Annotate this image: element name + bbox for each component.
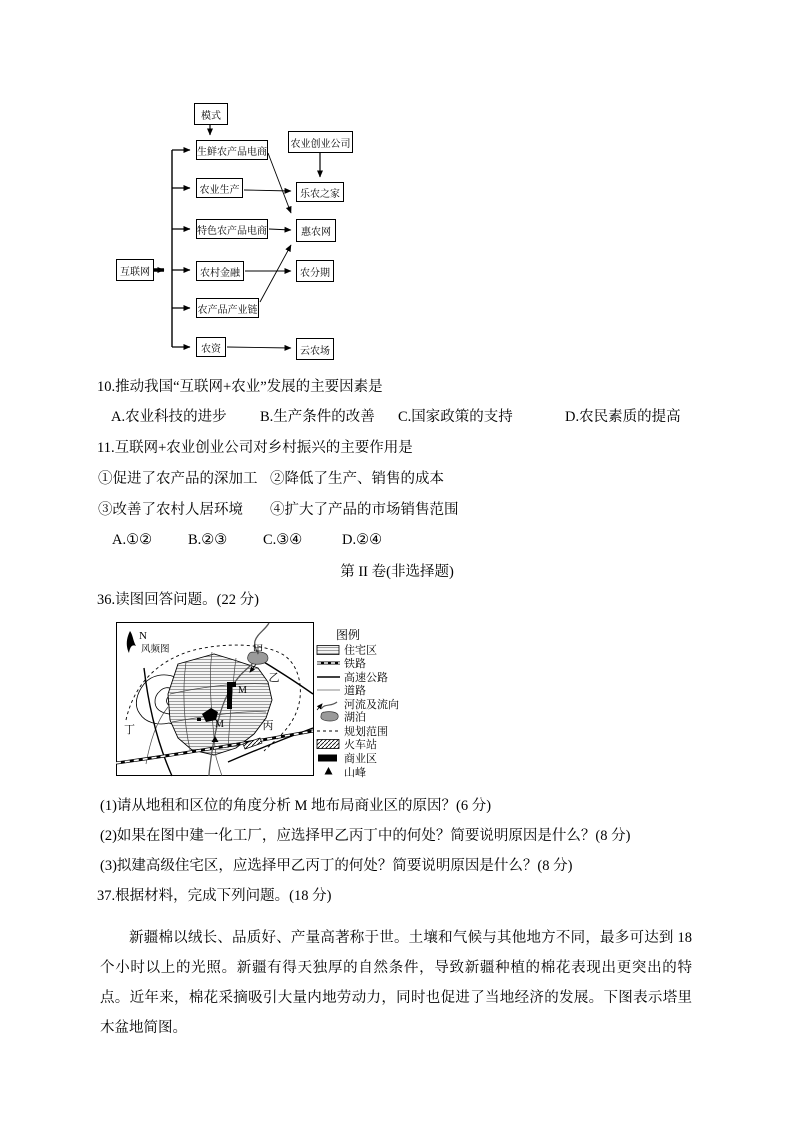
q36-sub-question-1: (1)请从地租和区位的角度分析 M 地布局商业区的原因？(6 分) (100, 798, 492, 814)
flow-box-startup-company: 农业创业公司 (288, 131, 353, 153)
map-label-ding: 丁 (124, 724, 135, 736)
map-label-m1: M (238, 685, 247, 696)
legend-title: 图例 (335, 628, 361, 642)
q36-sub-question-3: (3)拟建高级住宅区，应选择甲乙丙丁的何处？简要说明原因是什么？(8 分) (100, 858, 573, 874)
q36-sub-question-2: (2)如果在图中建一化工厂，应选择甲乙丙丁中的何处？简要说明原因是什么？(8 分) (100, 828, 631, 844)
question-37-stem: 37.根据材料，完成下列问题。(18 分) (97, 888, 332, 904)
legend-labels (344, 644, 399, 779)
legend-label-peak: 山峰 (344, 767, 366, 778)
section-2-title: 第 II 卷(非选择题) (340, 564, 454, 580)
flow-box-agri-production: 农业生产 (196, 178, 243, 198)
legend-commercial-icon (318, 755, 337, 762)
q10-option-c: C.国家政策的支持 (398, 409, 513, 425)
map-label-m2: M (215, 719, 224, 730)
flow-box-special-ecommerce: 特色农产品电商 (196, 219, 268, 239)
legend-residential-icon (317, 646, 339, 655)
q11-option-d: D.②④ (342, 532, 383, 548)
q11-item-1: ①促进了农产品的深加工 (98, 471, 258, 487)
north-label: N (139, 630, 147, 642)
q37-material-paragraph: 新疆棉以绒长、品质好、产量高著称于世。土壤和气候与其他地方不同，最多可达到 18 个小时以上的光照。新疆有得天独厚的自然条件，导致新疆种植的棉花表现出更突出的特点。近年来，棉花采摘吸引大量内地劳动力，同时也促进了当地经济的发展。下图表示塔里木盆地简图。 (100, 929, 692, 1036)
flow-box-industry-chain: 农产品产业链 (196, 298, 259, 318)
question-11-stem: 11.互联网+农业创业公司对乡村振兴的主要作用是 (97, 440, 413, 456)
question-36-stem: 36.读图回答问题。(22 分) (97, 592, 259, 608)
legend-label-commercial: 商业区 (344, 753, 377, 765)
legend-river-icon (317, 702, 337, 710)
legend-label-river: 河流及流向 (344, 699, 399, 711)
legend-label-railway: 铁路 (344, 658, 366, 670)
legend-label-lake: 湖泊 (344, 711, 366, 724)
legend-label-residential: 住宅区 (344, 644, 377, 657)
flow-box-cloud-farm: 云农场 (296, 338, 334, 360)
q10-option-d: D.农民素质的提高 (565, 409, 681, 425)
flow-box-nongfenqi: 农分期 (296, 260, 334, 282)
flow-box-lenong-home: 乐农之家 (296, 182, 344, 202)
map-label-jia: 甲 (252, 644, 264, 656)
flow-box-agri-materials: 农资 (196, 337, 226, 357)
legend-label-boundary: 规划范围 (344, 726, 388, 738)
map-label-bing: 丙 (262, 720, 274, 732)
map-label-yi: 乙 (268, 672, 280, 684)
q11-option-c: C.③④ (263, 532, 303, 548)
q36-map-figure (116, 622, 451, 778)
legend-icons (317, 646, 340, 775)
flow-box-internet: 互联网 (116, 259, 154, 281)
q10-option-a: A.农业科技的进步 (111, 409, 227, 425)
q10-option-b: B.生产条件的改善 (260, 409, 375, 425)
q11-item-4: ④扩大了产品的市场销售范围 (270, 502, 459, 518)
q11-option-a: A.①② (112, 532, 153, 548)
q11-item-2: ②降低了生产、销售的成本 (270, 471, 444, 487)
flow-box-huinong-net: 惠农网 (296, 219, 336, 242)
flow-box-fresh-ecommerce: 生鲜农产品电商 (196, 140, 268, 160)
flow-box-rural-finance: 农村金融 (196, 261, 244, 281)
legend-peak-icon (325, 767, 333, 775)
legend-station-icon (317, 740, 339, 749)
flow-box-mode: 模式 (194, 103, 228, 125)
q11-option-b: B.②③ (188, 532, 228, 548)
wind-rose-label: 风频图 (141, 645, 170, 655)
legend-label-road: 道路 (344, 685, 366, 697)
legend-lake-icon (321, 712, 338, 721)
legend-label-station: 火车站 (344, 739, 377, 751)
question-10-stem: 10.推动我国“互联网+农业”发展的主要因素是 (97, 379, 383, 395)
legend-label-highway: 高速公路 (344, 672, 388, 684)
q11-item-3: ③改善了农村人居环境 (98, 502, 243, 518)
